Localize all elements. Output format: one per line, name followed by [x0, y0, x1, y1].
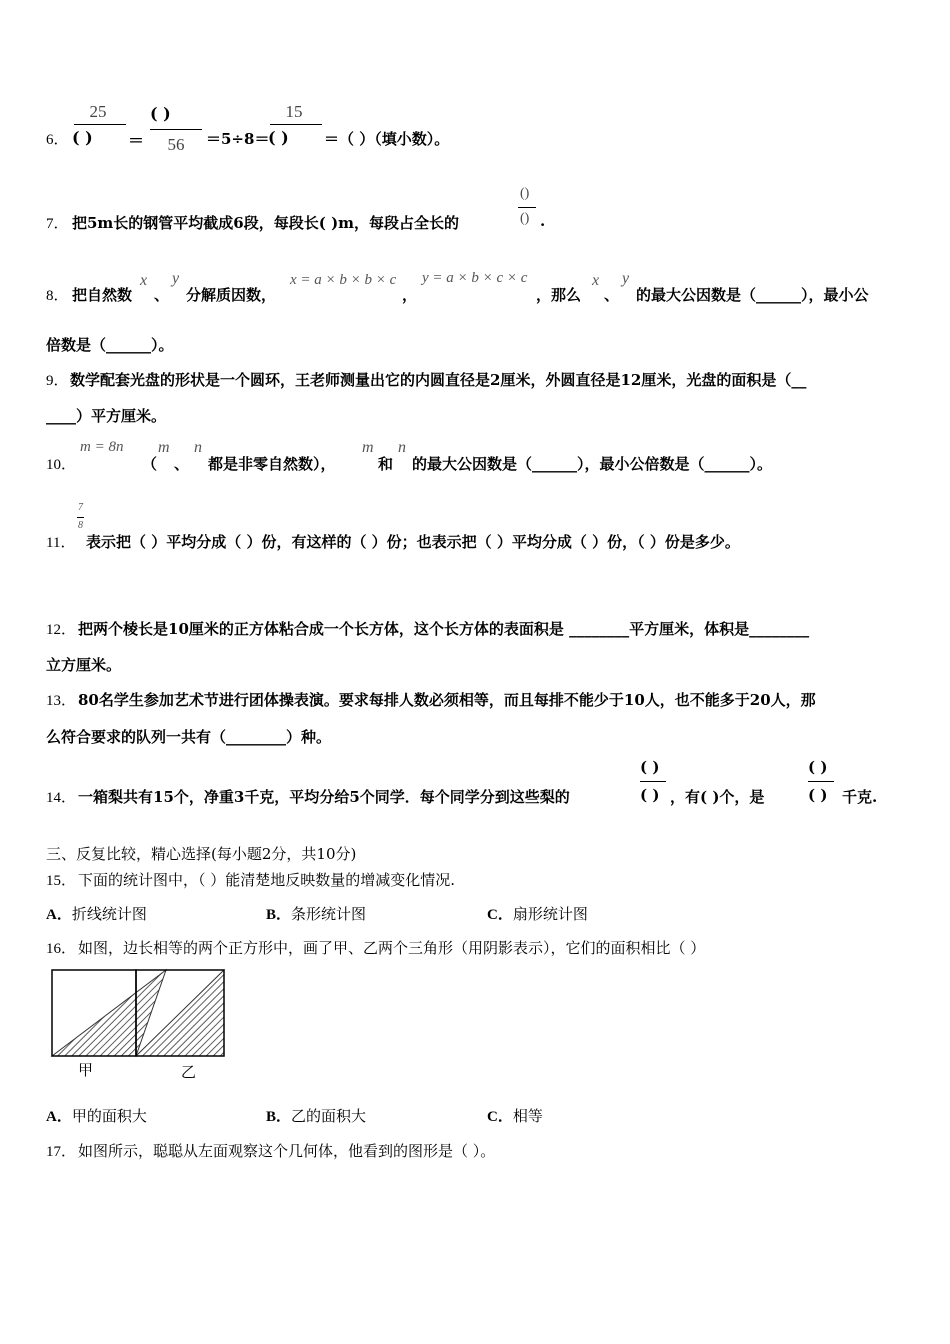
- question-text: 的最大公因数是（______），最小公倍数是（______）。: [412, 455, 773, 473]
- question-text: 把自然数: [72, 286, 133, 304]
- fraction-bar: [150, 129, 202, 130]
- question-text: 80名学生参加艺术节进行团体操表演。要求每排人数必须相等，而且每排不能少于10人，也不能多于20人，那: [78, 691, 816, 709]
- variable-y: y: [622, 270, 630, 287]
- fraction-15: [268, 102, 320, 122]
- option-text: 甲的面积大: [71, 1107, 147, 1125]
- option-letter: C．: [487, 1109, 513, 1125]
- option-text: 折线统计图: [71, 905, 147, 923]
- fraction-denominator-blank: ( ): [808, 786, 828, 804]
- option-letter: B．: [266, 1109, 292, 1125]
- option-a[interactable]: [46, 903, 147, 924]
- question-number: 15．: [46, 873, 77, 889]
- fraction-numerator: 25: [89, 102, 107, 121]
- question-text-line2: 倍数是（______）。: [46, 336, 174, 354]
- option-c[interactable]: [487, 903, 588, 924]
- question-number: 6．: [46, 132, 69, 148]
- question-text: 下面的统计图中，（ ）能清楚地反映数量的增减变化情况.: [78, 871, 456, 889]
- question-text: 表示把（ ）平均分成（ ）份，有这样的（ ）份；也表示把（ ）平均分成（ ）份，（ ）份是多少。: [86, 533, 740, 551]
- separator: 、: [174, 455, 190, 473]
- question-number: 17．: [46, 1144, 77, 1160]
- fraction-bar: [518, 207, 536, 208]
- question-number: 14．: [46, 790, 77, 806]
- option-b[interactable]: [266, 1105, 366, 1126]
- question-text: 把两个棱长是10厘米的正方体粘合成一个长方体，这个长方体的表面积是 ________平方厘米，体积是________: [78, 620, 810, 638]
- question-number: 16．: [46, 941, 77, 957]
- fraction-numerator: 7: [78, 502, 83, 513]
- fraction-numerator: 15: [285, 102, 303, 121]
- fraction-bar: [270, 124, 322, 125]
- question-number: 12．: [46, 622, 77, 638]
- fraction-bar: [77, 517, 84, 518]
- equation-x: x = a × b × b × c: [290, 272, 397, 288]
- option-letter: A．: [46, 1109, 72, 1125]
- option-letter: A．: [46, 907, 72, 923]
- label-yi: 乙: [181, 1063, 197, 1081]
- equals-sign: ＝: [128, 131, 145, 150]
- separator: ，: [402, 286, 418, 304]
- separator: 、: [154, 286, 170, 304]
- option-letter: C．: [487, 907, 513, 923]
- variable-x: x: [140, 272, 148, 289]
- question-text: 数学配套光盘的形状是一个圆环，王老师测量出它的内圆直径是2厘米，外圆直径是12厘米，光盘的面积是（__: [70, 371, 807, 389]
- variable-y: y: [172, 270, 180, 287]
- question-number: 11．: [46, 535, 76, 551]
- question-number: 10．: [46, 457, 77, 473]
- question-text: （: [142, 455, 158, 473]
- question-text: 把5m长的钢管平均截成6段，每段长( )m，每段占全长的: [72, 214, 460, 232]
- variable-m: m: [158, 439, 170, 456]
- question-text: ，有( )个，是: [670, 788, 765, 806]
- fraction-25: [72, 102, 124, 122]
- question-text-line2: 么符合要求的队列一共有（________）种。: [46, 728, 332, 746]
- question-tail: ＝（ ）（填小数）。: [324, 130, 450, 148]
- fraction-denominator-blank: (): [520, 211, 530, 226]
- label-jia: 甲: [78, 1061, 94, 1079]
- question-text: 的最大公因数是（______），最小公: [636, 286, 869, 304]
- fraction-56: [150, 135, 202, 155]
- triangle-figure: [48, 966, 230, 1062]
- option-text: 相等: [512, 1107, 543, 1125]
- fraction-denominator-blank: ( ): [72, 128, 93, 147]
- fraction-numerator-blank: ( ): [808, 758, 828, 776]
- question-number: 13．: [46, 693, 77, 709]
- question-text: 千克.: [842, 788, 878, 806]
- question-end: .: [540, 212, 546, 230]
- question-text: ，那么: [536, 286, 582, 304]
- option-text: 扇形统计图: [512, 905, 588, 923]
- variable-x: x: [592, 272, 600, 289]
- fraction-denominator: 56: [167, 135, 185, 154]
- option-text: 乙的面积大: [291, 1107, 367, 1125]
- option-text: 条形统计图: [291, 905, 367, 923]
- option-b[interactable]: [266, 903, 366, 924]
- variable-m: m: [362, 439, 374, 456]
- section-heading: 三、反复比较，精心选择(每小题2分，共10分): [46, 845, 357, 863]
- separator: 、: [604, 286, 620, 304]
- option-c[interactable]: [487, 1105, 543, 1126]
- ratio-text: ＝5÷8＝: [206, 130, 270, 148]
- fraction-bar: [808, 781, 834, 782]
- fraction-denominator-blank: ( ): [640, 786, 660, 804]
- fraction-bar: [74, 124, 126, 125]
- fraction-numerator-blank: (): [520, 186, 530, 201]
- question-text: 都是非零自然数），: [208, 455, 336, 473]
- equation-m: m = 8n: [80, 439, 124, 455]
- option-letter: B．: [266, 907, 292, 923]
- question-text: 一箱梨共有15个，净重3千克，平均分给5个同学．每个同学分到这些梨的: [78, 788, 570, 806]
- question-text-line2: ____）平方厘米。: [46, 407, 167, 425]
- fraction-denominator-blank: ( ): [268, 128, 289, 147]
- question-text: 分解质因数，: [186, 286, 277, 304]
- question-number: 8．: [46, 288, 69, 304]
- equation-y: y = a × b × c × c: [422, 270, 528, 286]
- question-number: 7．: [46, 216, 69, 232]
- variable-n: n: [194, 439, 202, 456]
- question-text: 如图，边长相等的两个正方形中，画了甲、乙两个三角形（用阴影表示），它们的面积相比（ ）: [78, 939, 706, 957]
- fraction-numerator-blank: ( ): [150, 104, 171, 123]
- question-text: 如图所示，聪聪从左面观察这个几何体，他看到的图形是（ ）。: [78, 1142, 496, 1160]
- fraction-bar: [640, 781, 666, 782]
- fraction-numerator-blank: ( ): [640, 758, 660, 776]
- question-number: 9．: [46, 373, 69, 389]
- variable-n: n: [398, 439, 406, 456]
- question-text-line2: 立方厘米。: [46, 656, 122, 674]
- fraction-denominator: 8: [78, 520, 83, 531]
- conjunction: 和: [378, 455, 394, 473]
- option-a[interactable]: [46, 1105, 147, 1126]
